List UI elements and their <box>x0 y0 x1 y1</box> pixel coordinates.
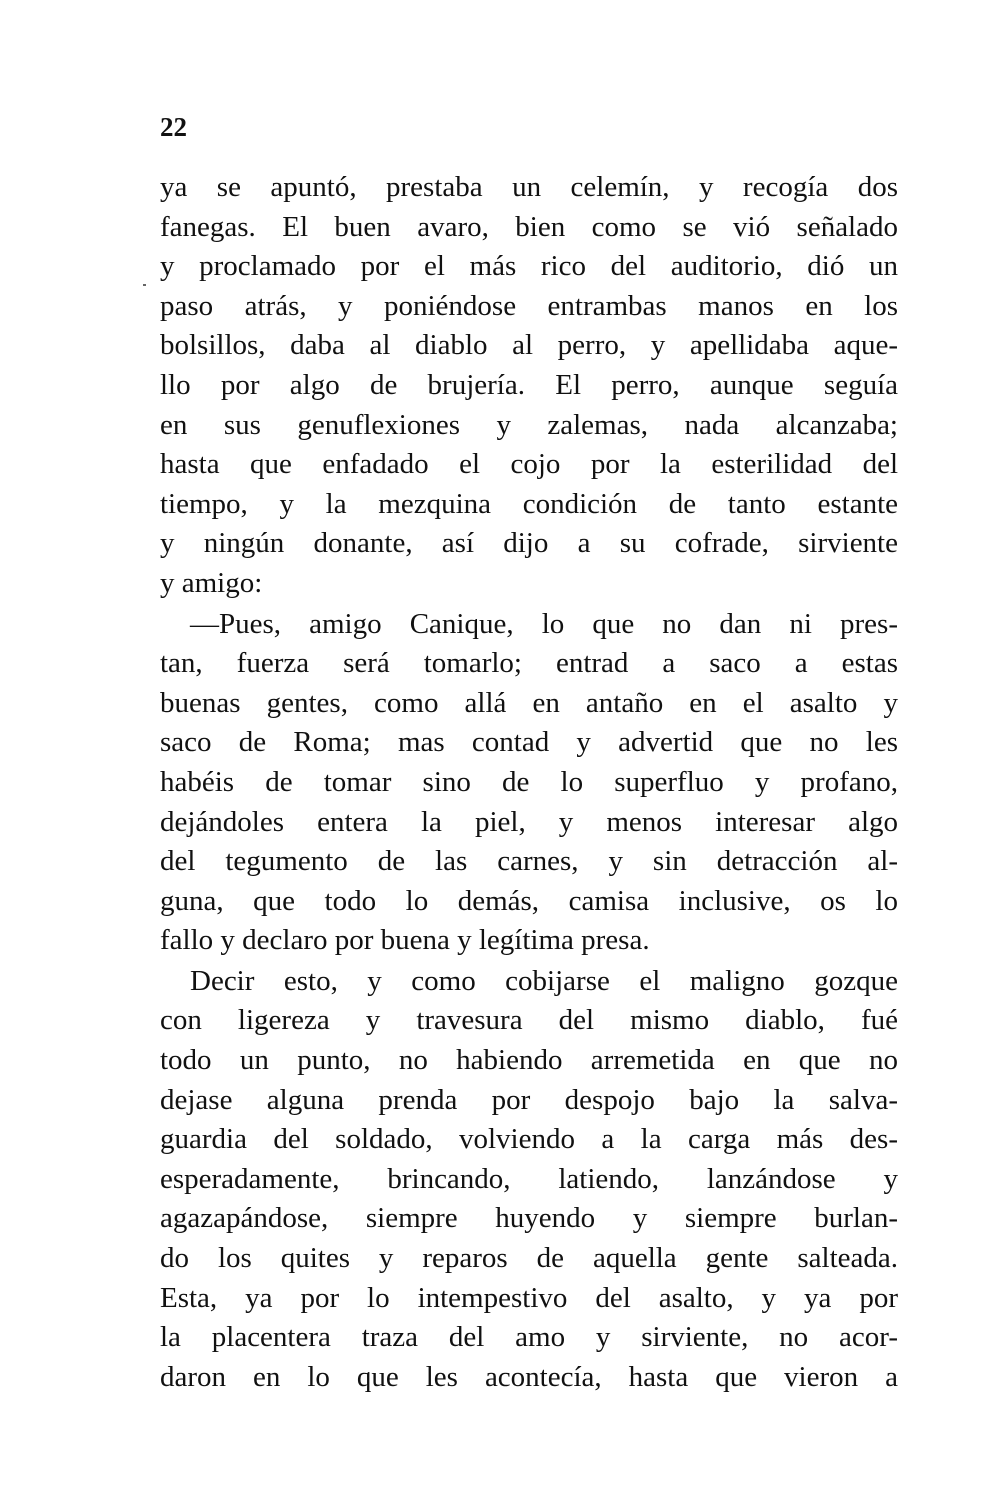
text-line: ya se apuntó, prestaba un celemín, y recogía dos <box>160 171 898 203</box>
page-number: 22 <box>160 112 187 142</box>
text-line: saco de Roma; mas contad y advertid que no les <box>160 726 898 759</box>
text-line: dejase alguna prenda por despojo bajo la salva- <box>160 1083 898 1116</box>
body-text <box>160 168 898 1397</box>
text-line: Decir esto, y como cobijarse el maligno gozque <box>190 964 898 997</box>
text-line: en sus genuflexiones y zalemas, nada alcanzaba; <box>160 408 898 441</box>
text-line: bolsillos, daba al diablo al perro, y apellidaba aque- <box>160 329 898 362</box>
text-line: habéis de tomar sino de lo superfluo y profano, <box>160 765 898 798</box>
text-line: agazapándose, siempre huyendo y siempre burlan- <box>160 1202 898 1235</box>
text-line: llo por algo de brujería. El perro, aunque seguía <box>160 368 898 401</box>
text-line: fanegas. El buen avaro, bien como se vió señalado <box>160 210 898 243</box>
text-line: buenas gentes, como allá en antaño en el asalto y <box>160 686 898 719</box>
paragraph <box>160 962 898 1398</box>
text-line: la placentera traza del amo y sirviente, no acor- <box>160 1321 898 1354</box>
text-line: dejándoles entera la piel, y menos interesar algo <box>160 805 898 838</box>
text-line: con ligereza y travesura del mismo diablo, fué <box>160 1004 898 1037</box>
text-line: guardia del soldado, volviendo a la carga más des- <box>160 1123 898 1156</box>
text-line: fallo y declaro por buena y legítima presa. <box>160 924 650 957</box>
text-line: y amigo: <box>160 566 263 599</box>
text-line: daron en lo que les acontecía, hasta que vieron a <box>160 1360 898 1393</box>
scan-speck <box>143 284 146 286</box>
paragraph <box>160 605 898 961</box>
text-line: tiempo, y la mezquina condición de tanto estante <box>160 487 898 520</box>
text-line: del tegumento de las carnes, y sin detracción al- <box>160 845 898 878</box>
text-line: todo un punto, no habiendo arremetida en que no <box>160 1044 898 1077</box>
text-line: —Pues, amigo Canique, lo que no dan ni pres- <box>190 607 898 640</box>
text-line: guna, que todo lo demás, camisa inclusive, os lo <box>160 884 898 917</box>
text-line: do los quites y reparos de aquella gente salteada. <box>160 1242 898 1275</box>
text-line: hasta que enfadado el cojo por la esterilidad del <box>160 448 898 481</box>
text-line: esperadamente, brincando, latiendo, lanzándose y <box>160 1162 898 1195</box>
text-line: tan, fuerza será tomarlo; entrad a saco a estas <box>160 647 898 680</box>
text-line: y proclamado por el más rico del auditorio, dió un <box>160 250 898 283</box>
text-line: Esta, ya por lo intempestivo del asalto, y ya por <box>160 1281 898 1314</box>
paragraph <box>160 168 898 604</box>
text-line: paso atrás, y poniéndose entrambas manos en los <box>160 289 898 322</box>
text-line: y ningún donante, así dijo a su cofrade, sirviente <box>160 527 898 560</box>
